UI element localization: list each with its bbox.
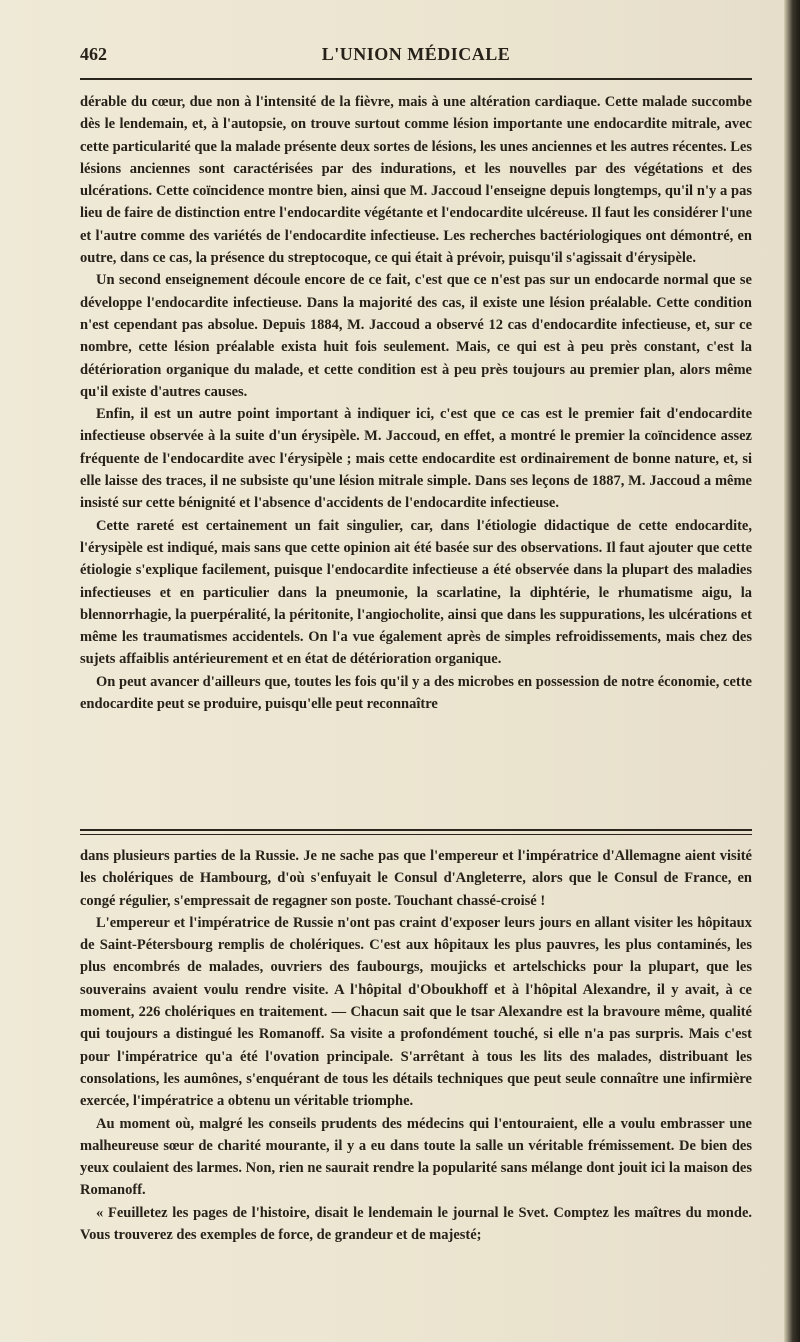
- paragraph: Au moment où, malgré les conseils prudents des médecins qui l'entouraient, elle a voulu embrasser une malheureuse sœur de charité mourante, il y a eu dans toute la salle un véritable frémissement. De bien des yeux coulaient des larmes. Non, rien ne saurait rendre la popularité sans mélange dont jouit ici la maison des Romanoff.: [80, 1115, 752, 1199]
- page-number: 462: [80, 44, 107, 64]
- paragraph: Un second enseignement découle encore de ce fait, c'est que ce n'est pas sur un endocarde normal que se développe l'endocardite infectieuse. Dans la majorité des cas, il existe une lésion préalable. Cette condition n'est cependant pas absolue. Depuis 1884, M. Jaccoud a observé 12 cas d'endocardite infectieuse, et, sur ce nombre, cette lésion préalable exista huit fois seulement. Mais, ce qui est à peu près constant, c'est la détérioration organique du malade, et cette condition est à peu près toujours au premier plan, alors même qu'il existe d'autres causes.: [80, 272, 752, 400]
- page-edge: [784, 0, 800, 1342]
- section-divider: [80, 829, 752, 835]
- paragraph: On peut avancer d'ailleurs que, toutes les fois qu'il y a des microbes en possession de notre économie, cette endocardite peut se produire, puisqu'elle peut reconnaître: [80, 673, 752, 713]
- running-title: L'UNION MÉDICALE: [321, 44, 511, 64]
- paragraph: Enfin, il est un autre point important à indiquer ici, c'est que ce cas est le premier fait d'endocardite infectieuse observée à la suite d'un érysipèle. M. Jaccoud, en effet, a montré le premier la coïncidence assez fréquente de l'endocardite avec l'érysipèle ; mais cette endocardite est ordinairement de bonne nature, et, si elle laisse des traces, il ne subsiste qu'une lésion mitrale simple. Dans ses leçons de 1887, M. Jaccoud a même insisté sur cette bénignité et l'absence d'accidents de l'endocardite infectieuse.: [80, 406, 752, 512]
- paragraph: dérable du cœur, due non à l'intensité de la fièvre, mais à une altération cardiaque. Cette malade succombe dès le lendemain, et, à l'autopsie, on trouve surtout comme lésion importante une endocardite mitrale, avec cette particularité que la malade présente deux sortes de lésions, les unes anciennes et les autres récentes. Les lésions anciennes sont caractérisées par des indurations, et les nouvelles par des végétations et des ulcérations. Cette coïncidence montre bien, ainsi que M. Jaccoud l'enseigne depuis longtemps, qu'il n'y a pas lieu de faire de distinction entre l'endocardite végétante et l'endocardite ulcéreuse. Il faut les considérer l'une et l'autre comme des variétés de l'endocardite infectieuse. Les recherches bactériologiques ont démontré, en outre, dans ce cas, la présence du streptocoque, ce qui était à prévoir, puisqu'il s'agissait d'érysipèle.: [80, 94, 753, 267]
- paragraph: dans plusieurs parties de la Russie. Je ne sache pas que l'empereur et l'impératrice d'Allemagne aient visité les cholériques de Hambourg, d'où s'enfuyait le Consul d'Angleterre, alors que le Consul de France, en congé régulier, s'empressait de regagner son poste. Touchant chassé-croisé !: [80, 848, 752, 909]
- paragraph: « Feuilletez les pages de l'histoire, disait le lendemain le journal le Svet. Comptez les maîtres du monde. Vous trouverez des exemples de force, de grandeur et de majesté;: [80, 1204, 752, 1244]
- article-top: [80, 91, 752, 715]
- paragraph: L'empereur et l'impératrice de Russie n'ont pas craint d'exposer leurs jours en allant visiter les hôpitaux de Saint-Pétersbourg remplis de cholériques. C'est aux hôpitaux les plus pauvres, les plus contaminés, les plus encombrés de malades, ouvriers des faubourgs, moujicks et artelschicks pour la plupart, que les souverains avaient voulu rendre visite. A l'hôpital d'Oboukhoff et à l'hôpital Alexandre, il y avait, à ce moment, 226 cholériques en traitement. — Chacun sait que le tsar Alexandre est la bravoure même, qualité qui toujours a distingué les Romanoff. Sa visite a profondément touché, si elle n'a pas surpris. Mais c'est pour l'impératrice qu'a été l'ovation principale. S'arrêtant à tous les lits des malades, distribuant les consolations, les aumônes, s'enquérant de tous les détails techniques que peut seule connaître une infirmière exercée, l'impératrice a obtenu un véritable triomphe.: [80, 914, 752, 1110]
- paragraph: Cette rareté est certainement un fait singulier, car, dans l'étiologie didactique de cette endocardite, l'érysipèle est indiqué, mais sans que cette opinion ait été basée sur des observations. Il faut ajouter que cette étiologie s'explique facilement, puisque l'endocardite infectieuse a été observée dans la plupart des maladies infectieuses et en particulier dans la pneumonie, la scarlatine, la diphtérie, le rhumatisme aigu, la blennorrhagie, la puerpéralité, la péritonite, l'angiocholite, ainsi que dans les suppurations, les ulcérations et même les traumatismes accidentels. On l'a vue également après de simples refroidissements, mais chez des sujets affaiblis antérieurement et en état de détérioration organique.: [80, 517, 752, 668]
- page-header: [80, 44, 752, 74]
- article-bottom: [80, 845, 752, 1246]
- header-rule: [80, 78, 752, 80]
